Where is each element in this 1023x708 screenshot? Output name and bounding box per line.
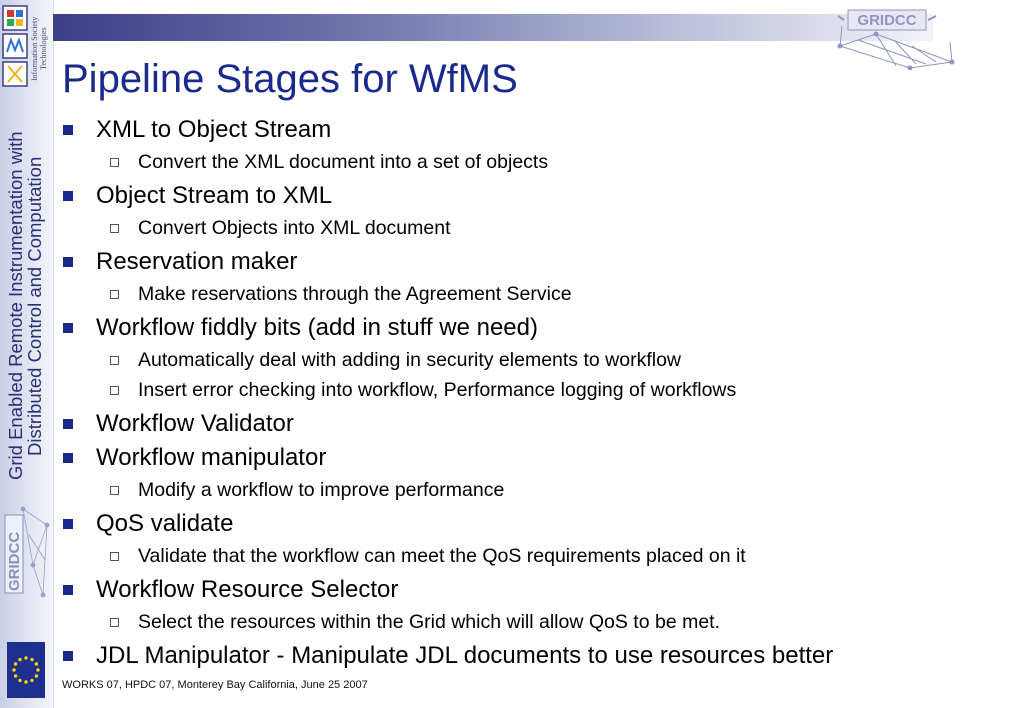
eu-star-icon: [18, 658, 21, 661]
eu-star-icon: [36, 668, 39, 671]
ist-logo-icon: [2, 4, 28, 90]
bullet-marker: [63, 419, 73, 429]
sub-bullet-marker: [110, 224, 119, 233]
bullet-item: Object Stream to XML: [96, 182, 333, 209]
eu-star-icon: [30, 679, 33, 682]
sub-bullet-marker: [110, 552, 119, 561]
sub-bullet-item: Insert error checking into workflow, Performance logging of workflows: [138, 379, 737, 401]
slide-title: Pipeline Stages for WfMS: [62, 57, 518, 101]
sub-bullet-marker: [110, 290, 119, 299]
eu-star-icon: [24, 656, 27, 659]
eu-star-icon: [14, 662, 17, 665]
sub-bullet-item: Automatically deal with adding in security elements to workflow: [138, 349, 682, 371]
eu-star-icon: [12, 668, 15, 671]
bullet-marker: [63, 125, 73, 135]
slide-footer: WORKS 07, HPDC 07, Monterey Bay California, June 25 2007: [62, 679, 368, 691]
ist-label: Information Society Technologies: [30, 16, 48, 82]
bullet-marker: [63, 585, 73, 595]
sidebar: [0, 0, 54, 708]
bullet-marker: [63, 651, 73, 661]
sub-bullet-item: Validate that the workflow can meet the QoS requirements placed on it: [138, 545, 746, 567]
sub-bullet-item: Make reservations through the Agreement Service: [138, 283, 572, 305]
gridcc-header-logo-icon: [836, 6, 956, 70]
bullet-marker: [63, 519, 73, 529]
sub-bullet-item: Select the resources within the Grid which will allow QoS to be met.: [138, 611, 721, 633]
sub-bullet-marker: [110, 386, 119, 395]
bullet-marker: [63, 191, 73, 201]
sub-bullet-item: Modify a workflow to improve performance: [138, 479, 505, 501]
eu-star-icon: [18, 679, 21, 682]
eu-star-icon: [35, 674, 38, 677]
eu-star-icon: [30, 658, 33, 661]
bullet-item: JDL Manipulator - Manipulate JDL documents to use resources better: [96, 642, 834, 669]
bullet-item: Workflow Validator: [96, 410, 294, 437]
bullet-marker: [63, 257, 73, 267]
eu-star-icon: [14, 674, 17, 677]
sidebar-title-line-1: Grid Enabled Remote Instrumentation with: [5, 131, 26, 481]
eu-star-icon: [24, 680, 27, 683]
sub-bullet-item: Convert the XML document into a set of objects: [138, 151, 549, 173]
gridcc-side-logo-icon: [3, 505, 51, 600]
bullet-marker: [63, 323, 73, 333]
gridcc-side-logo-text: GRIDCC: [6, 531, 23, 591]
sub-bullet-marker: [110, 158, 119, 167]
bullet-item: Workflow manipulator: [96, 444, 327, 471]
gridcc-header-logo-text: GRIDCC: [857, 12, 917, 29]
eu-flag-icon: [7, 642, 45, 698]
sub-bullet-marker: [110, 356, 119, 365]
sub-bullet-marker: [110, 618, 119, 627]
sidebar-project-title: [6, 120, 48, 492]
bullet-item: XML to Object Stream: [96, 116, 332, 143]
bullet-item: Workflow fiddly bits (add in stuff we need): [96, 314, 538, 341]
bullet-item: QoS validate: [96, 510, 234, 537]
sidebar-title-line-2: Distributed Control and Computation: [24, 156, 45, 456]
bullet-item: Workflow Resource Selector: [96, 576, 399, 603]
sub-bullet-marker: [110, 486, 119, 495]
sub-bullet-item: Convert Objects into XML document: [138, 217, 451, 239]
eu-star-icon: [35, 662, 38, 665]
bullet-item: Reservation maker: [96, 248, 298, 275]
bullet-marker: [63, 453, 73, 463]
header-bar: [53, 14, 933, 41]
